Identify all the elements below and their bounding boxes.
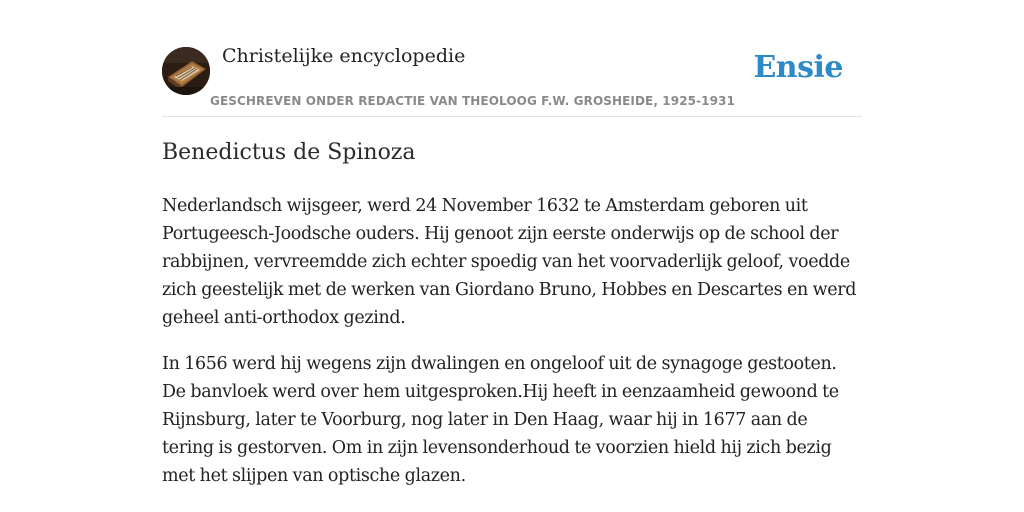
source-avatar[interactable] — [162, 47, 210, 95]
entry-title: Benedictus de Spinoza — [162, 140, 416, 165]
book-cover-image — [162, 47, 210, 95]
entry-paragraph: In 1656 werd hij wegens zijn dwalingen en ongeloof uit de synagoge gestooten. De banvloek werd over hem uitgesproken.Hij heeft in eenzaamheid gewoond te Rijnsburg, later te Voorburg, nog later in Den Haag, waar hij in 1677 aan de tering is gestorven. Om in zijn levensonderhoud te voorzien hield hij zich bezig met het slijpen van optische glazen. — [162, 354, 839, 486]
entry-body — [162, 192, 862, 508]
source-header — [162, 0, 862, 117]
content-container — [162, 0, 862, 486]
source-subtitle: GESCHREVEN ONDER REDACTIE VAN THEOLOOG F.W. GROSHEIDE, 1925-1931 — [210, 94, 735, 108]
source-title[interactable]: Christelijke encyclopedie — [222, 45, 466, 67]
entry-paragraph: Nederlandsch wijsgeer, werd 24 November 1632 te Amsterdam geboren uit Portugeesch-Joodsche ouders. Hij genoot zijn eerste onderwijs op de school der rabbijnen, vervreemdde zich echter spoedig van het voorvaderlijk geloof, voedde zich geestelijk met de werken van Giordano Bruno, Hobbes en Descartes en werd geheel anti-orthodox gezind. — [162, 196, 857, 328]
ensie-logo[interactable]: Ensie — [753, 50, 843, 85]
